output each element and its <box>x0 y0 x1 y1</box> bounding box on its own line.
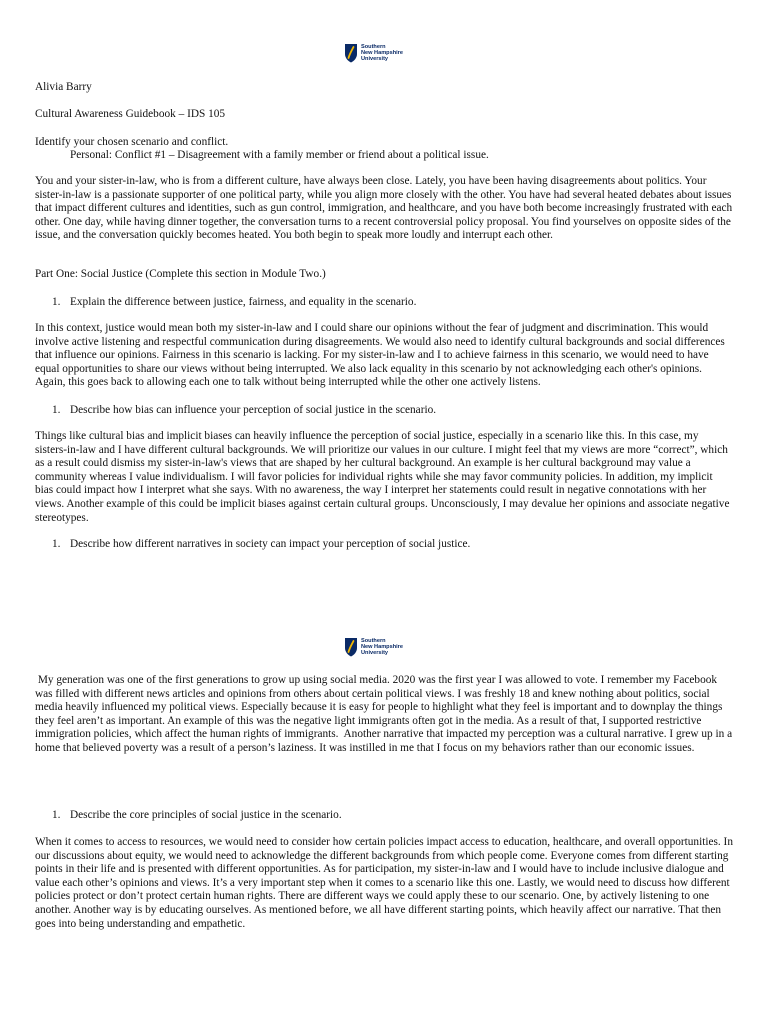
answer-4: When it comes to access to resources, we would need to consider how certain policies impact access to education, healthcare, and overall opportunities. In our discussions about equity, we would need to acknowledge the different backgrounds from which people come. Everyone comes from different starting points in their life and is presented with different opportunities. As for participation, my sister-in-law and I would have to include inclusive dialogue and value each other’s opinions and views. It’s a very important step when it comes to a scenario like this one. Lastly, we would need to discuss how different policies protect or don’t protect certain human rights. There are different ways we could apply these to our scenario. One, by actively listening to one another. Another way is by educating ourselves. As mentioned before, we all have different starting points, which heavily affect our narrative. That then goes into being understanding and empathetic. <box>35 836 733 930</box>
question-number: 1. <box>52 296 61 308</box>
university-logo <box>344 41 426 65</box>
shield-icon <box>344 637 358 657</box>
question-text: Describe how different narratives in society can impact your perception of social justice. <box>70 538 471 550</box>
part-one-heading: Part One: Social Justice (Complete this section in Module Two.) <box>35 268 326 280</box>
chosen-scenario: Personal: Conflict #1 – Disagreement with a family member or friend about a political issue. <box>70 149 489 161</box>
question-2 <box>52 404 732 418</box>
logo-wordmark: Southern New Hampshire University <box>361 637 403 657</box>
shield-icon <box>344 43 358 63</box>
logo-wordmark: Southern New Hampshire University <box>361 43 403 63</box>
document-title: Cultural Awareness Guidebook – IDS 105 <box>35 108 226 120</box>
question-text: Explain the difference between justice, fairness, and equality in the scenario. <box>70 296 417 308</box>
scenario-paragraph: You and your sister-in-law, who is from a different culture, have always been close. Lately, you have been having disagreements about politics. Your sister-in-law is a passionate supporter of one political party, while you align more closely with the other. You have had several heated debates about issues that impact different cultures and identities, such as gun control, immigration, and healthcare, and you have both become increasingly frustrated with each other. One day, while having dinner together, the conversation turns to a recent controversial policy proposal. You find yourselves on opposite sides of the issue, and the conversation quickly becomes heated. You both begin to speak more loudly and interrupt each other. <box>35 175 733 242</box>
question-text: Describe the core principles of social justice in the scenario. <box>70 809 342 821</box>
author-name: Alivia Barry <box>35 81 92 93</box>
question-number: 1. <box>52 404 61 416</box>
question-number: 1. <box>52 809 61 821</box>
answer-2: Things like cultural bias and implicit biases can heavily influence the perception of social justice, especially in a scenario like this. In this case, my sisters-in-law and I have different cultural backgrounds. We will prioritize our values in our culture. I might feel that my views are more “correct”, which as a result could dismiss my sister-in-law's views that are shaped by her cultural background. An example is her cultural background may value a community whereas I value individualism. I will favor policies for individual rights while she may favor community policies. In addition, my implicit bias could impact how I interpret what she says. With no awareness, the way I interpret her statements could result in negative connotations with her views. Another example of this could be implicit biases against certain cultural groups. Unconsciously, I may devalue her opinions and associate negative stereotypes. <box>35 430 730 524</box>
answer-1: In this context, justice would mean both my sister-in-law and I could share our opinions without the fear of judgment and discrimination. This would involve active listening and respectful communication during disagreements. We would also need to identify cultural backgrounds and social differences that influence our opinions. Fairness in this scenario is lacking. For my sister-in-law and I to achieve fairness in this scenario, we would need to have equal opportunities to share our views without being interrupted. We also lack equality in this scenario by not acknowledging each other's opinions. Again, this goes back to allowing each one to talk without being interrupted while the other one actively listens. <box>35 322 725 389</box>
question-text: Describe how bias can influence your perception of social justice in the scenario. <box>70 404 437 416</box>
question-3 <box>52 538 732 552</box>
question-1 <box>52 296 732 310</box>
scenario-prompt: Identify your chosen scenario and conflict. <box>35 136 229 148</box>
question-4 <box>52 809 732 823</box>
question-number: 1. <box>52 538 61 550</box>
answer-3: My generation was one of the first generations to grow up using social media. 2020 was the first year I was allowed to vote. I remember my Facebook was filled with different news articles and opinions from others about certain political views. I was freshly 18 and knew nothing about politics, social media heavily influenced my political views. Especially because it is easy for people to highlight what they feel is important and to downplay the things they feel aren’t as important. An example of this was the negative light immigrants often got in the media. As a result of that, I supported restrictive immigration policies, which affect the human rights of immigrants. Another narrative that impacted my perception was a cultural narrative. I grew up in a home that believed poverty was a result of a person’s laziness. It was instilled in me that I focus on my behaviors rather than our economic issues. <box>35 674 735 754</box>
university-logo <box>344 635 426 659</box>
